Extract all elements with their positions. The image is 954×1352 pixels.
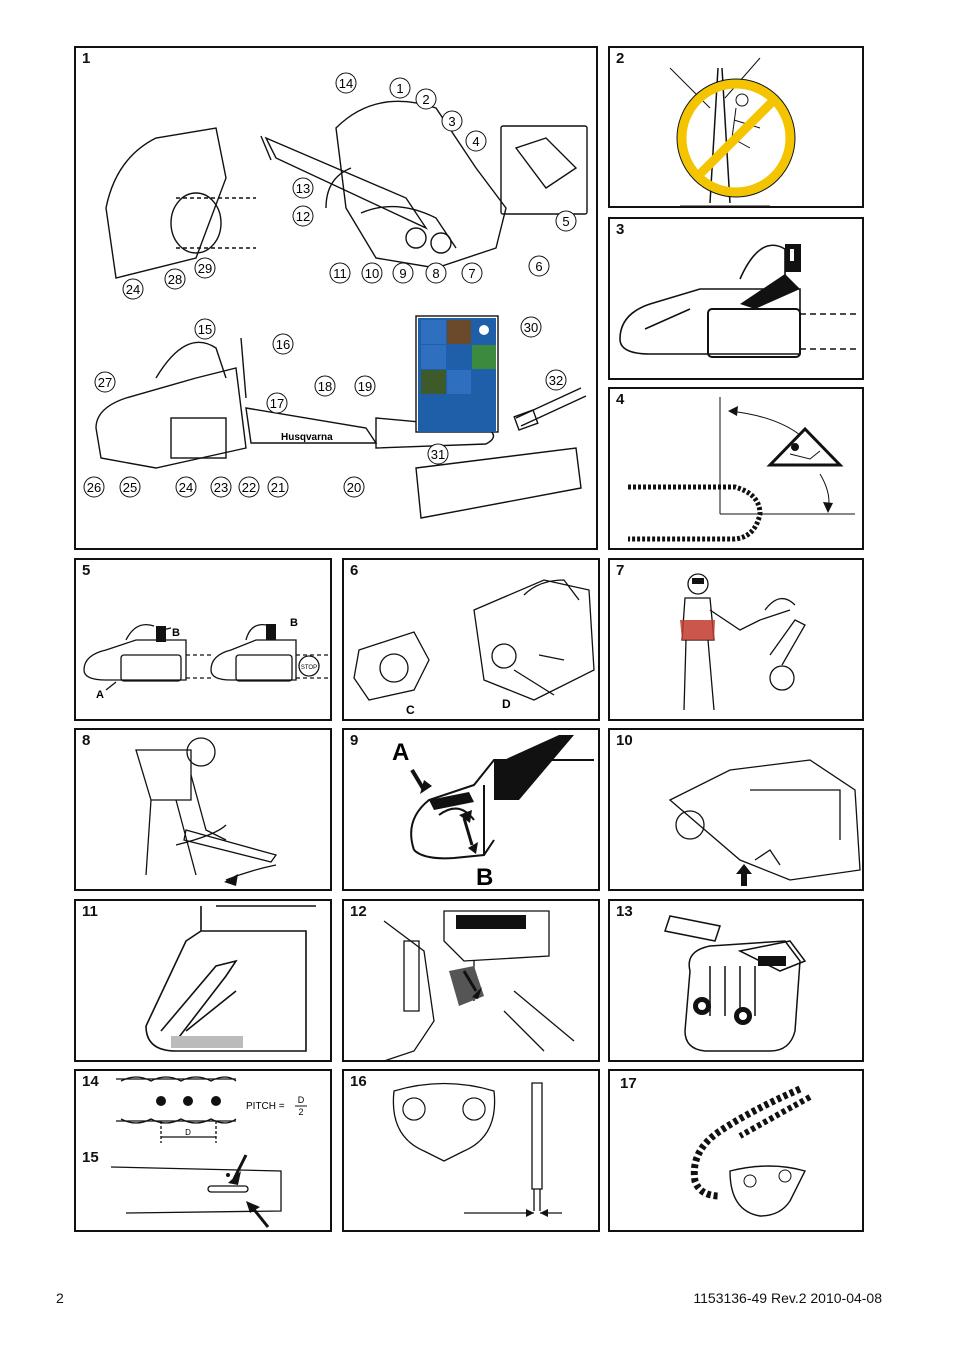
svg-text:27: 27 [97, 375, 113, 390]
operator-kickback-illustration [610, 560, 864, 721]
chain-catcher-check-illustration [610, 730, 864, 891]
svg-text:4: 4 [472, 134, 480, 149]
svg-text:30: 30 [523, 320, 539, 335]
panel-number: 13 [616, 903, 633, 920]
chain-pitch-and-bar-illustration [76, 1071, 332, 1232]
callout [95, 372, 115, 392]
callout [442, 111, 462, 131]
svg-text:20: 20 [346, 480, 362, 495]
callout [556, 211, 576, 231]
chain-brake-illustration [610, 219, 864, 380]
figure-panel-8 [74, 728, 332, 891]
svg-text:28: 28 [167, 272, 183, 287]
label-c: C [406, 703, 415, 717]
rear-hand-guard-illustration [76, 901, 332, 1062]
svg-text:32: 32 [548, 373, 564, 388]
callout [195, 258, 215, 278]
panel-number: 4 [616, 391, 625, 408]
svg-text:24: 24 [125, 282, 141, 297]
chainsaw-parts-illustration [76, 48, 598, 550]
svg-text:7: 7 [468, 266, 476, 281]
panel-number: 12 [350, 903, 367, 920]
callout [84, 477, 104, 497]
figure-panel-12 [342, 899, 600, 1062]
panel-number: 14 [82, 1073, 99, 1090]
figure-panel-16 [342, 1069, 600, 1232]
panel-number: 8 [82, 732, 91, 749]
pitch-label: PITCH = [246, 1101, 285, 1112]
callout [315, 376, 335, 396]
callout [355, 376, 375, 396]
label-d: D [502, 697, 511, 711]
chain-catcher-illustration [344, 560, 600, 721]
svg-text:23: 23 [213, 480, 229, 495]
svg-text:12: 12 [295, 209, 311, 224]
svg-text:22: 22 [241, 480, 257, 495]
svg-text:3: 3 [448, 114, 456, 129]
callout [462, 263, 482, 283]
svg-text:15: 15 [197, 322, 213, 337]
svg-text:5: 5 [562, 214, 570, 229]
svg-text:10: 10 [364, 266, 380, 281]
callout [268, 477, 288, 497]
panel-number: 10 [616, 732, 633, 749]
callout [416, 89, 436, 109]
callout [211, 477, 231, 497]
panel-number: 5 [82, 562, 91, 579]
stop-sign-text: STOP [300, 665, 318, 671]
brand-text: Husqvarna [281, 432, 333, 443]
label-b: B [172, 627, 180, 639]
svg-text:18: 18 [317, 379, 333, 394]
callout [362, 263, 382, 283]
figure-panel-9 [342, 728, 600, 891]
panel-number: 9 [350, 732, 359, 749]
page-number: 2 [56, 1290, 64, 1306]
panel-number: 17 [620, 1075, 637, 1092]
figure-panel-3 [608, 217, 864, 380]
figure-panel-14-15 [74, 1069, 332, 1232]
figure-panel-5 [74, 558, 332, 721]
panel-number: 1 [82, 50, 91, 67]
callout [426, 263, 446, 283]
figure-panel-10 [608, 728, 864, 891]
label-a: A [392, 739, 410, 766]
svg-text:21: 21 [270, 480, 286, 495]
callout [293, 206, 313, 226]
svg-text:2: 2 [422, 92, 430, 107]
callout [393, 263, 413, 283]
figure-panel-6 [342, 558, 600, 721]
document-id: 1153136-49 Rev.2 2010-04-08 [693, 1290, 882, 1306]
dimension-d: D [185, 1128, 191, 1137]
figure-panel-13 [608, 899, 864, 1062]
svg-text:1: 1 [396, 81, 404, 96]
stop-switch-illustration [344, 901, 600, 1062]
callout [123, 279, 143, 299]
pitch-denominator: 2 [298, 1107, 304, 1117]
label-b: B [290, 617, 298, 629]
figure-panel-11 [74, 899, 332, 1062]
starting-position-illustration [76, 730, 332, 891]
callout [344, 477, 364, 497]
svg-text:8: 8 [432, 266, 440, 281]
figure-panel-1 [74, 46, 598, 550]
svg-text:14: 14 [338, 76, 354, 91]
callout [165, 269, 185, 289]
callout [466, 131, 486, 151]
panel-number: 16 [350, 1073, 367, 1090]
svg-text:9: 9 [399, 266, 407, 281]
panel-number: 7 [616, 562, 625, 579]
callout [195, 319, 215, 339]
muffler-illustration [610, 901, 864, 1062]
chain-brake-activation-illustration [76, 560, 332, 721]
figure-panel-2 [608, 46, 864, 208]
svg-text:19: 19 [357, 379, 373, 394]
callout [546, 370, 566, 390]
svg-text:17: 17 [269, 396, 285, 411]
no-tree-climbing-illustration [610, 48, 864, 208]
callout [239, 477, 259, 497]
figure-panel-4 [608, 387, 864, 550]
callout [273, 334, 293, 354]
panel-number: 11 [82, 903, 98, 920]
pitch-numerator: D [297, 1095, 305, 1105]
callout [428, 444, 448, 464]
label-b: B [476, 864, 494, 891]
callout [330, 263, 350, 283]
callout [529, 256, 549, 276]
svg-text:6: 6 [535, 259, 543, 274]
front-hand-guard-illustration [344, 730, 600, 891]
panel-number: 15 [82, 1149, 99, 1166]
label-a: A [96, 689, 104, 701]
svg-text:31: 31 [430, 447, 446, 462]
panel-number: 2 [616, 50, 625, 67]
callout [176, 477, 196, 497]
kickback-illustration [610, 389, 864, 550]
svg-text:25: 25 [122, 480, 138, 495]
figure-panel-7 [608, 558, 864, 721]
drive-sprocket-illustration [344, 1071, 600, 1232]
panel-number: 6 [350, 562, 359, 579]
figure-panel-17 [608, 1069, 864, 1232]
callout [390, 78, 410, 98]
svg-text:24: 24 [178, 480, 194, 495]
chain-and-sprocket-illustration [610, 1071, 864, 1232]
callout [267, 393, 287, 413]
svg-text:13: 13 [295, 181, 311, 196]
svg-text:29: 29 [197, 261, 213, 276]
callout [293, 178, 313, 198]
svg-text:11: 11 [333, 266, 347, 281]
callout [521, 317, 541, 337]
svg-text:26: 26 [86, 480, 102, 495]
panel-number: 3 [616, 221, 625, 238]
callout [120, 477, 140, 497]
svg-text:16: 16 [275, 337, 291, 352]
callout [336, 73, 356, 93]
